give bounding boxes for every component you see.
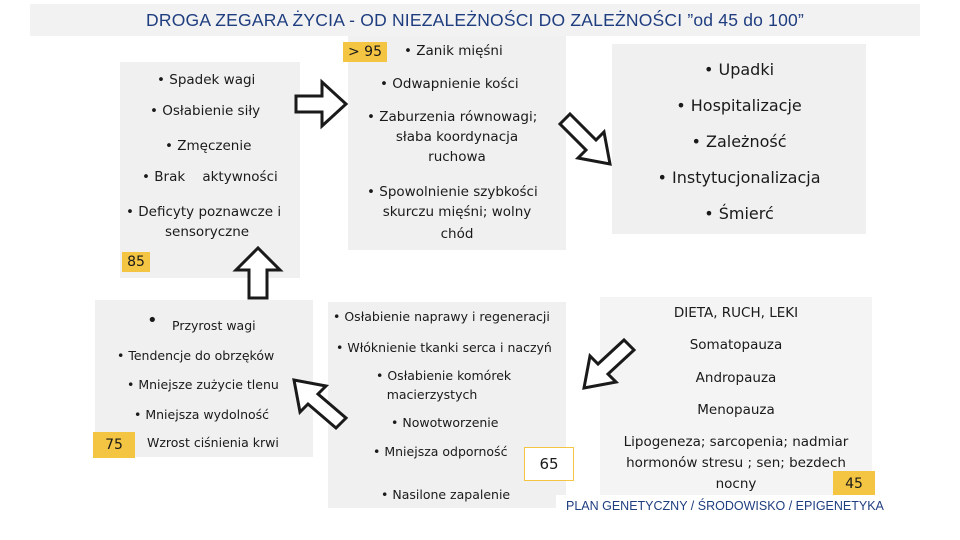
item-menopauza: Menopauza [697, 402, 775, 418]
footer-bar [556, 495, 952, 519]
age-label-95: > 95 [343, 42, 387, 62]
bullet-przyrost: • [147, 310, 158, 331]
item-spowolnienie: • Spowolnienie szybkości [367, 184, 538, 200]
item-sensoryczne: sensoryczne [165, 224, 250, 240]
item-nocny: nocny [715, 476, 757, 492]
item-hormony: hormonów stresu ; sen; bezdech [626, 455, 846, 471]
item-macierzystych: macierzystych [386, 387, 478, 402]
arrow-85-95-shape [296, 82, 346, 126]
item-naprawa: • Osłabienie naprawy i regeneracji [333, 309, 550, 324]
item-zuzycie-tlenu: • Mniejsze zużycie tlenu [127, 377, 279, 392]
item-komorek: • Osłabienie komórek [376, 368, 512, 383]
item-dieta-ruch-leki: DIETA, RUCH, LEKI [673, 305, 799, 321]
item-zaleznosc: • Zależność [691, 132, 787, 151]
item-odwapnienie: • Odwapnienie kości [380, 76, 519, 92]
item-zanik-miesni: • Zanik mięśni [404, 43, 503, 59]
item-andropauza: Andropauza [695, 370, 777, 386]
item-chod: chód [440, 226, 474, 242]
item-przyrost-wagi: Przyrost wagi [172, 318, 256, 333]
item-somatopauza: Somatopauza [689, 337, 783, 353]
item-oslabienie-sily: • Osłabienie siły [150, 103, 261, 119]
age-label-45: 45 [833, 471, 875, 497]
item-zapalenie: • Nasilone zapalenie [381, 487, 511, 502]
item-smierc: • Śmierć [704, 204, 774, 223]
item-lipogeneza: Lipogeneza; sarcopenia; nadmiar [623, 434, 849, 450]
item-skurczu: skurczu mięśni; wolny [382, 204, 532, 220]
item-nowotworzenie: • Nowotworzenie [391, 415, 499, 430]
item-hospitalizacje: • Hospitalizacje [676, 96, 802, 115]
item-odpornosc: • Mniejsza odporność [373, 444, 508, 459]
item-obrzeki: • Tendencje do obrzęków [117, 348, 275, 363]
page-title: DROGA ZEGARA ŻYCIA - OD NIEZALEŻNOŚCI DO ZALEŻNOŚCI ”od 45 do 100” [146, 9, 804, 30]
item-koordynacja: słaba koordynacja [395, 129, 519, 145]
item-upadki: • Upadki [703, 60, 775, 79]
item-cisnienie: Wzrost ciśnienia krwi [147, 435, 279, 450]
title-bar [30, 4, 920, 36]
footer-text: PLAN GENETYCZNY / ŚRODOWISKO / EPIGENETYKA [566, 499, 884, 513]
item-deficyty: • Deficyty poznawcze i [126, 204, 282, 220]
item-brak-aktywnosci: • Brak aktywności [142, 169, 278, 185]
item-instytucjonalizacja: • Instytucjonalizacja [657, 168, 821, 187]
age-label-65: 65 [524, 447, 574, 481]
item-zaburzenia: • Zaburzenia równowagi; [367, 109, 538, 125]
item-zmeczenie: • Zmęczenie [165, 138, 252, 154]
age-label-85: 85 [122, 252, 150, 272]
arrow-95-outcomes-shape [560, 114, 610, 164]
item-wloknienie: • Włóknienie tkanki serca i naczyń [336, 340, 552, 355]
item-wydolnosc: • Mniejsza wydolność [134, 407, 270, 422]
item-spadek-wagi: • Spadek wagi [157, 72, 256, 88]
item-ruchowa: ruchowa [428, 149, 486, 165]
age-label-75: 75 [93, 432, 135, 458]
